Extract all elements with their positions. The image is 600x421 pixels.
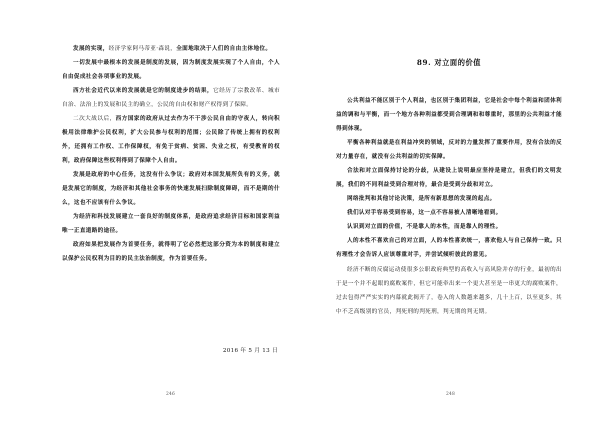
left-page-body xyxy=(62,42,280,266)
text-segment: 二次大战以后， xyxy=(73,116,116,122)
text-segment: 为经济和科技发展建立一套良好的制度体系，是政府追求经济目标和国家利益唯一正直道路的途径。 xyxy=(62,214,280,234)
text-segment: 人的本性不喜欢自己的对立面，人的本性喜欢统一，喜欢他人与自己保持一致。只有理性才会告诉人应该尊重对手，并尝试倾听彼此的意见。 xyxy=(336,238,562,258)
paragraph xyxy=(336,234,562,262)
text-segment: 发展是政府的中心任务，这没有什么争议；政府对本国发展所负有的义务，就是发展它的制度，为经济和其他社会事务的快速发展扫除制度障碍，而不是期的什么，这也不应该有什么争议。 xyxy=(62,172,280,206)
text-segment: 发展的实现， xyxy=(73,46,109,52)
text-segment: 西方国家的政府从过去作为不干涉公民自由的守夜人，转向积极用法律维护公民权利，扩大公民参与权利的范围；公民除了传统上拥有的权利外，还拥有工作权、工作保障权，有免于贫病、贫困、失业之权，有受教育的权利，政府保障这些权利得到了保障个人自由。 xyxy=(62,116,281,164)
paragraph xyxy=(336,164,562,192)
paragraph xyxy=(336,206,562,220)
paragraph xyxy=(336,192,562,206)
paragraph xyxy=(336,263,562,319)
paragraph xyxy=(62,168,280,210)
paragraph xyxy=(62,84,280,112)
text-segment: 我们认对手容易受到容易，这一点不容易被人清晰地看到。 xyxy=(347,210,502,216)
paragraph xyxy=(62,112,280,168)
page-number-right: 248 xyxy=(446,392,455,397)
text-segment: 公共利益不能区别于个人利益，也区别于集团利益，它是社会中每个利益和团体利益的调和与平衡，而一个地方各种利益都受到合理调和和尊重时，那里的公共利益才能得到体现。 xyxy=(336,98,562,132)
text-segment: 全面地取决于人们的自由主体地位。 xyxy=(176,46,272,52)
text-segment: 平衡各种利益就是在利益冲突的领域，反对的力量发挥了重要作用，没有合法的反对力量存在，就没有公共利益的切实保障。 xyxy=(336,140,562,160)
essay-date: 2016 年 5 月 13 日 xyxy=(222,348,278,354)
text-segment: 认识到对立面的价值，不是靠人的本性，而是靠人的理性。 xyxy=(347,224,502,230)
text-segment: 它经历了宗教改革、城市自治、法治上的发展和民主的确立，公民的自由权和财产权得到了保障。 xyxy=(62,88,280,108)
paragraph xyxy=(336,220,562,234)
paragraph xyxy=(336,94,562,136)
text-segment: 一切发展中最根本的发展是制度的发展，因为制度发展实现了个人自由，个人自由促成社会各项事业的发展。 xyxy=(62,60,280,80)
paragraph xyxy=(336,136,562,164)
text-segment: 西方社会近代以来的发展就是它的制度进步的结果， xyxy=(73,88,214,94)
text-segment: 经济学家阿马蒂亚·森说， xyxy=(108,46,177,52)
left-page xyxy=(62,0,280,421)
text-segment: 合法和对立面保持讨论的分歧，从建设上说明最应坚持是建立，但我们的文明发展，我们的不同利益受到合理对待，最合是受到分歧和对立。 xyxy=(336,168,562,188)
text-segment: 经济不断的反腐运动使很多公职政府典型的高收入与高风险并存的行业，最初的出于是一个并不起眼的腐败案件，但它可能牵出来一个更大甚至是一串更大的腐败案件，过去包得严严实实的内幕就此揭开了，卷入的人数越来越多，几十上百，以至更多，其中不乏高级别的官员，判死刑的判死刑，判无期的判无期。 xyxy=(336,267,562,315)
right-page xyxy=(336,0,562,421)
text-segment: 网络批判和其他讨论决策，是所有新思想的发现的起点。 xyxy=(347,196,496,202)
right-page-body xyxy=(336,94,562,319)
text-segment: 政府如果把发展作为首要任务，就得明了它必然把这部分资为本的制度和建立以保护公民权利为目的的民主法治制度，作为首要任务。 xyxy=(62,242,280,262)
paragraph xyxy=(62,42,280,56)
page-number-left: 246 xyxy=(166,392,175,397)
paragraph xyxy=(62,210,280,238)
chapter-title: 89. 对立面的价值 xyxy=(416,58,482,67)
paragraph xyxy=(62,56,280,84)
paragraph xyxy=(62,238,280,266)
